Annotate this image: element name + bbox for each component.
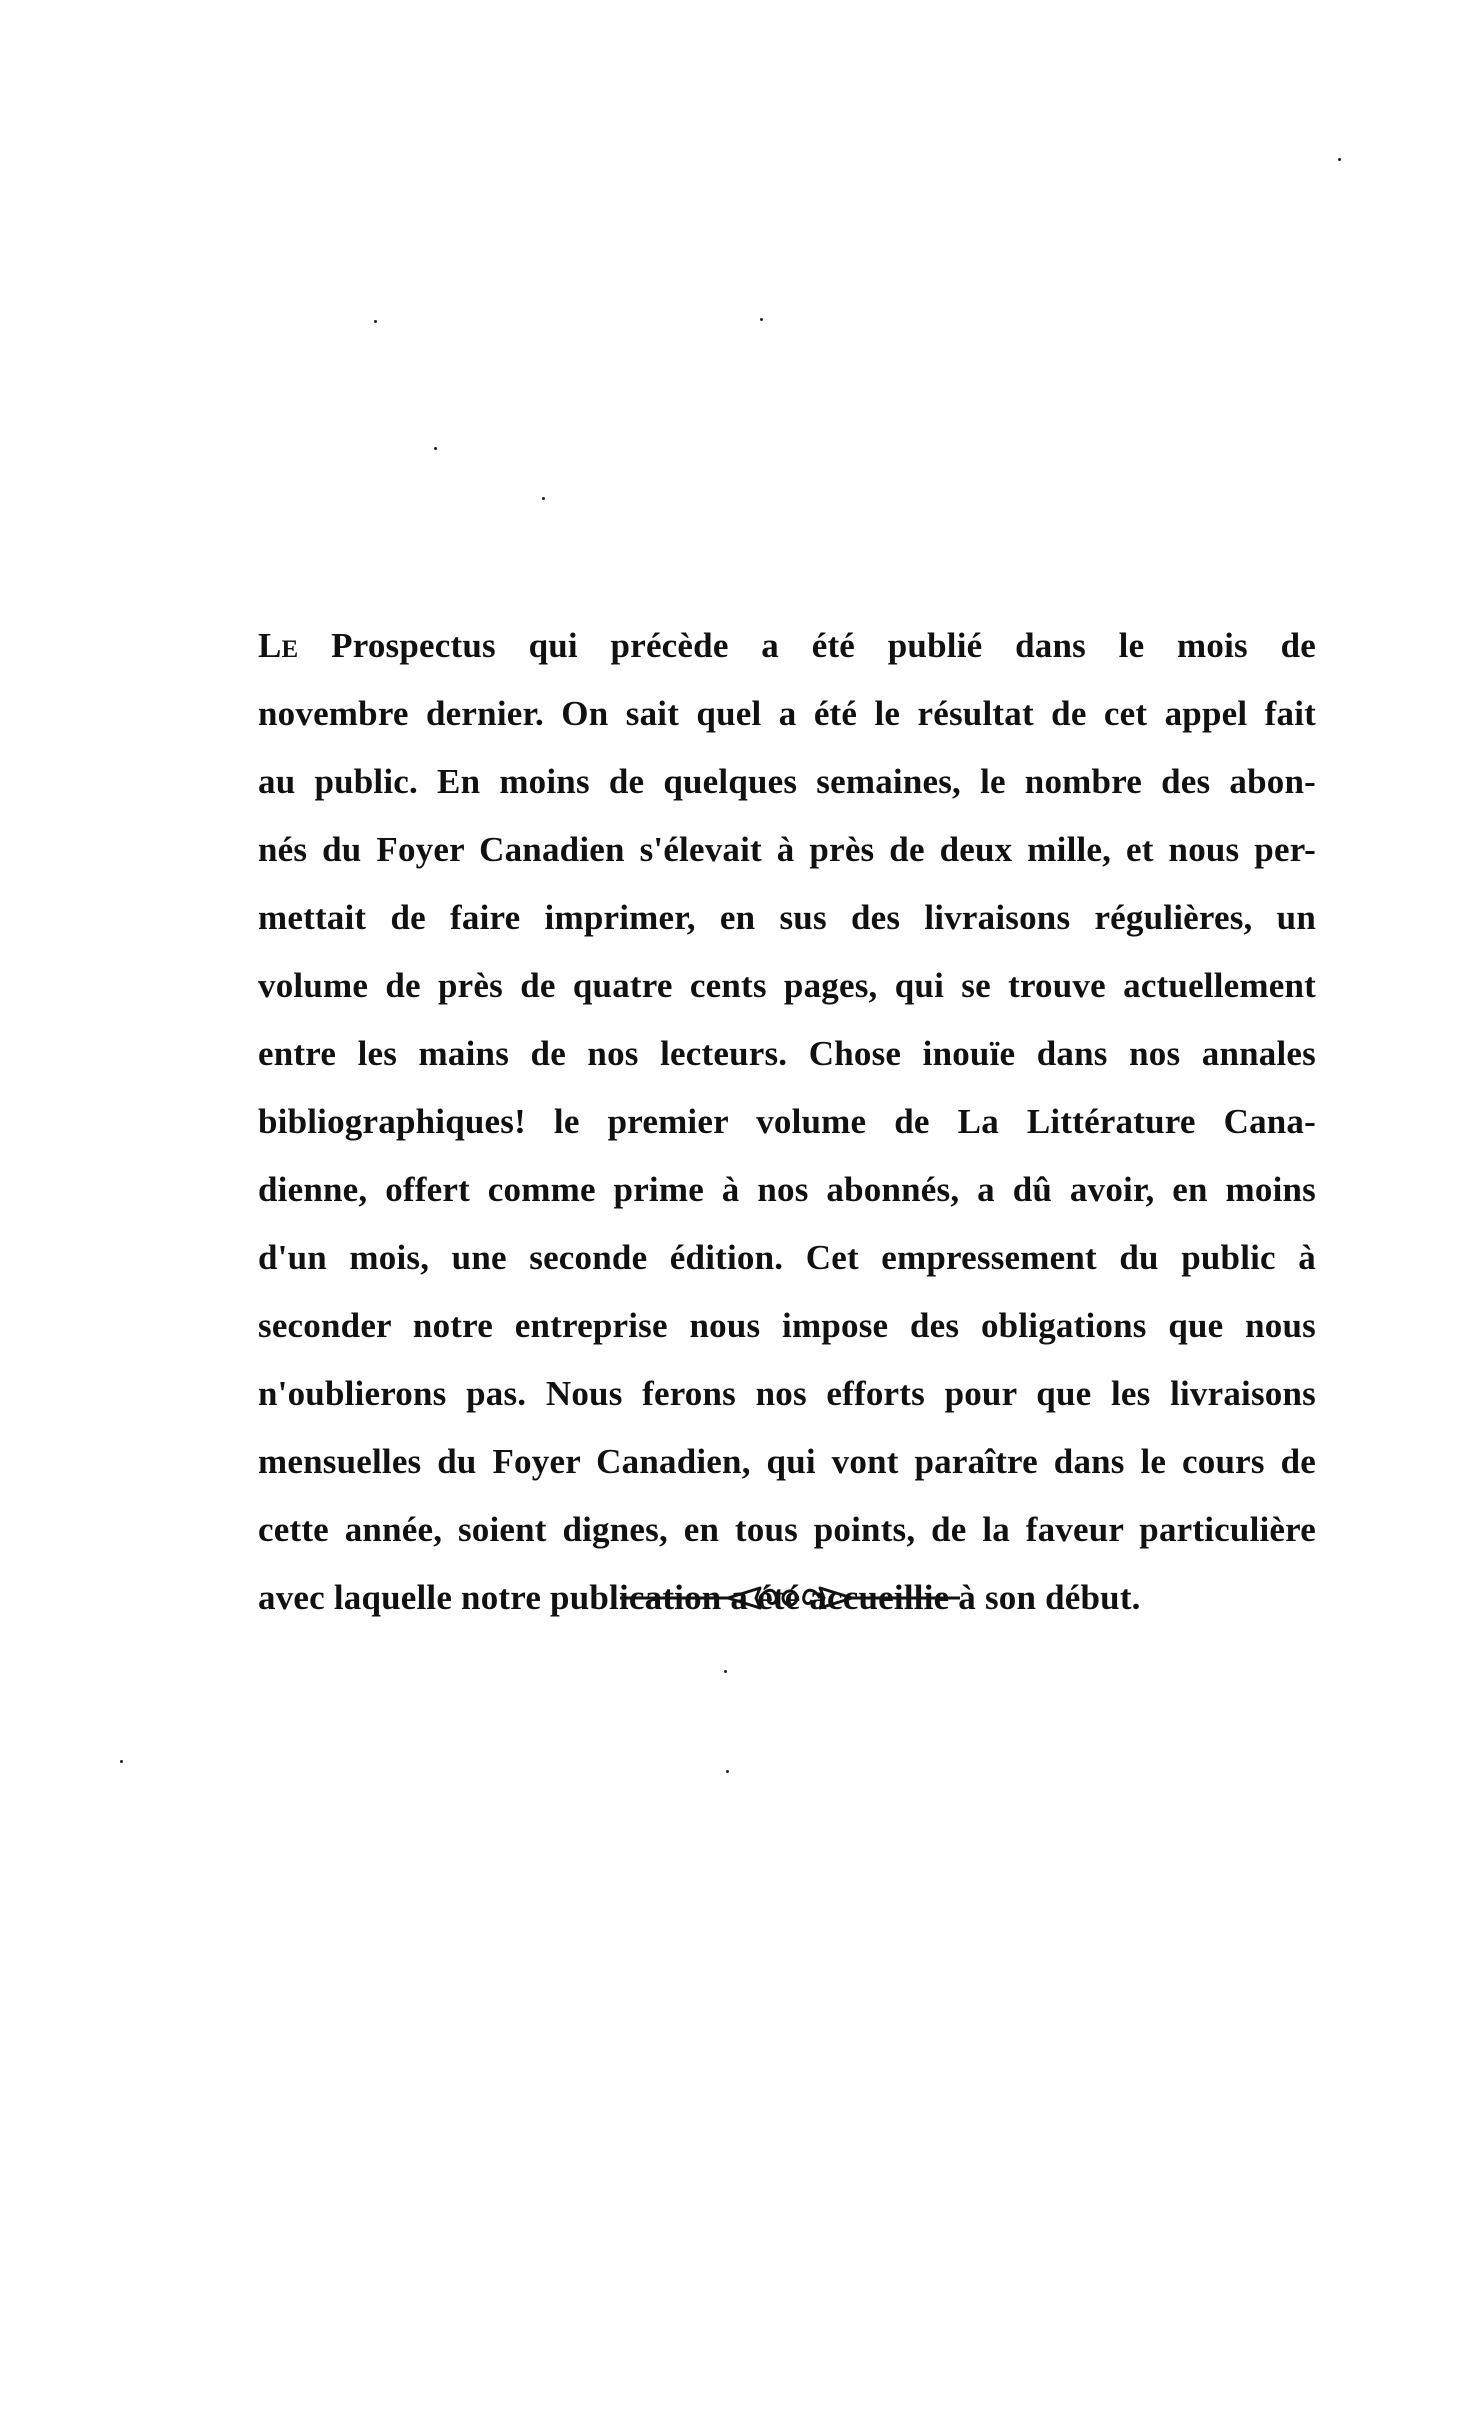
prospectus-note-paragraph xyxy=(258,612,1316,1632)
paragraph-line-11: seconder notre entreprise nous impose des obligations que nous xyxy=(258,1306,1316,1345)
print-speck xyxy=(542,497,545,500)
paragraph-line-1: Le Prospectus qui précède a été publié dans le mois de xyxy=(258,626,1316,665)
print-speck xyxy=(434,447,437,450)
print-speck xyxy=(760,318,763,321)
paragraph-line-8: bibliographiques! le premier volume de La Littérature Cana- xyxy=(258,1102,1316,1141)
paragraph-line-15: avec laquelle notre publication a été accueillie à son début. xyxy=(258,1578,1141,1617)
paragraph-line-3: au public. En moins de quelques semaines, le nombre des abon- xyxy=(258,762,1316,801)
print-speck xyxy=(120,1760,123,1763)
paragraph-line-13: mensuelles du Foyer Canadien, qui vont paraître dans le cours de xyxy=(258,1442,1316,1481)
ornamental-divider-icon xyxy=(610,1580,970,1616)
paragraph-line-6: volume de près de quatre cents pages, qui se trouve actuellement xyxy=(258,966,1316,1005)
paragraph-line-5: mettait de faire imprimer, en sus des livraisons régulières, un xyxy=(258,898,1316,937)
paragraph-line-10: d'un mois, une seconde édition. Cet empressement du public à xyxy=(258,1238,1316,1277)
print-speck xyxy=(724,1670,727,1673)
paragraph-line-2: novembre dernier. On sait quel a été le résultat de cet appel fait xyxy=(258,694,1316,733)
paragraph-line-14: cette année, soient dignes, en tous points, de la faveur particulière xyxy=(258,1510,1316,1549)
paragraph-line-7: entre les mains de nos lecteurs. Chose inouïe dans nos annales xyxy=(258,1034,1316,1073)
print-speck xyxy=(374,320,377,323)
print-speck xyxy=(726,1770,729,1773)
paragraph-line-9: dienne, offert comme prime à nos abonnés, a dû avoir, en moins xyxy=(258,1170,1316,1209)
drop-word: Le xyxy=(258,626,299,665)
print-speck xyxy=(1338,158,1341,161)
paragraph-line-4: nés du Foyer Canadien s'élevait à près de deux mille, et nous per- xyxy=(258,830,1316,869)
paragraph-line-12: n'oublierons pas. Nous ferons nos efforts pour que les livraisons xyxy=(258,1374,1316,1413)
